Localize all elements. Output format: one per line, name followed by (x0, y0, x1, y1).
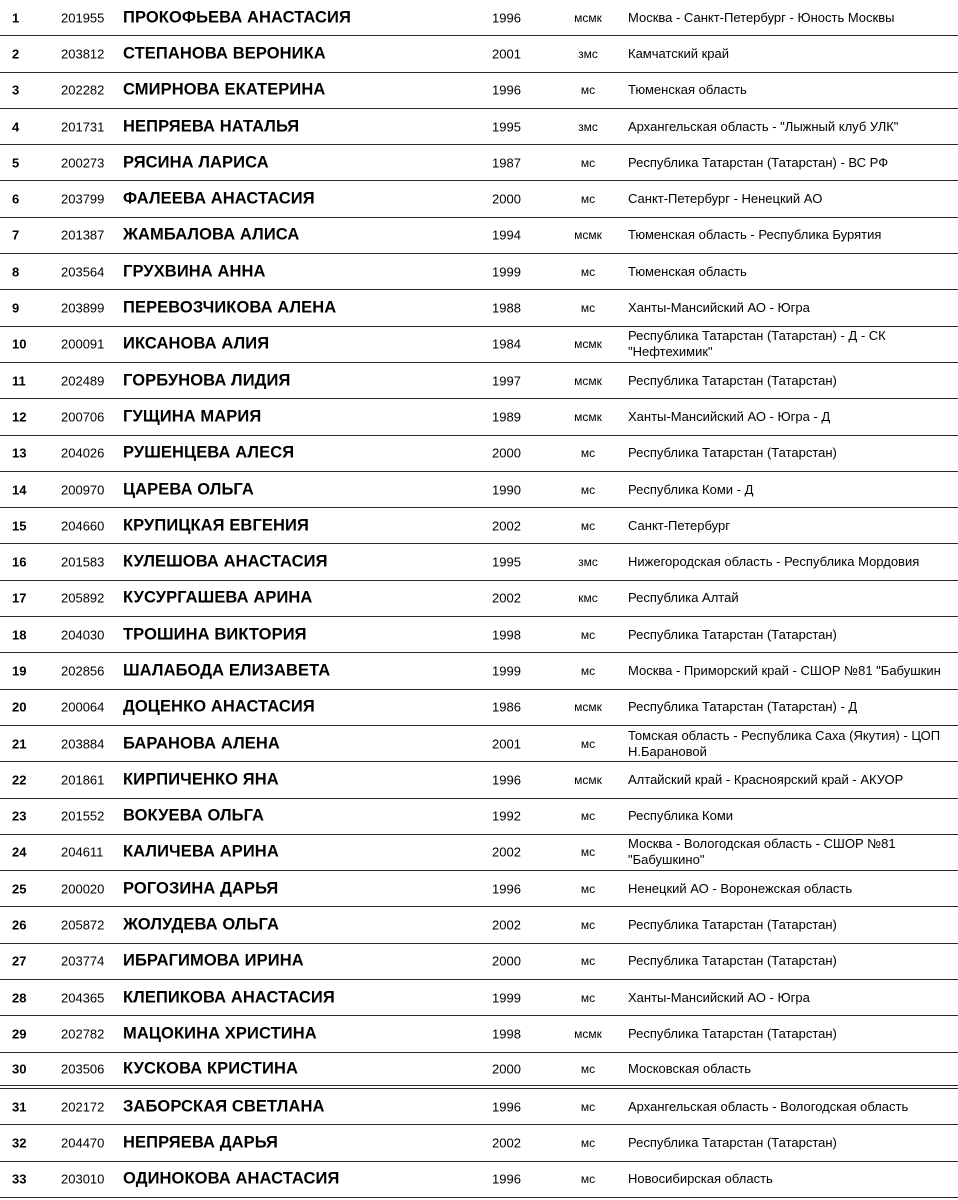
sport-rank: мс (580, 918, 596, 933)
sport-rank: мс (580, 83, 596, 98)
athlete-id: 202489 (61, 373, 105, 389)
region: Республика Татарстан (Татарстан) - ВС РФ (628, 154, 889, 170)
sport-rank: змс (578, 46, 598, 61)
athlete-id: 201861 (61, 772, 105, 788)
athlete-name: РУШЕНЦЕВА АЛЕСЯ (123, 443, 295, 462)
place-number: 33 (12, 1171, 27, 1187)
region: Москва - Приморский край - СШОР №81 "Бабушкин (628, 662, 941, 678)
athlete-name: КРУПИЦКАЯ ЕВГЕНИЯ (123, 516, 309, 535)
sport-rank: мсмк (574, 10, 602, 25)
birth-year: 2002 (492, 1135, 521, 1151)
athlete-id: 204030 (61, 627, 105, 643)
athlete-id: 204660 (61, 518, 105, 534)
region: Алтайский край - Красноярский край - АКУОР (628, 771, 904, 787)
table-row (0, 726, 958, 762)
athlete-name: ШАЛАБОДА ЕЛИЗАВЕТА (123, 661, 331, 680)
table-row (0, 218, 958, 254)
athlete-name: СМИРНОВА ЕКАТЕРИНА (123, 80, 326, 99)
athlete-id: 204365 (61, 990, 105, 1006)
region: Республика Татарстан (Татарстан) - Д - СК "Нефтехимик" (628, 328, 886, 360)
region: Томская область - Республика Саха (Якутия) - ЦОП Н.Барановой (628, 727, 941, 759)
region: Ханты-Мансийский АО - Югра (628, 300, 810, 316)
sport-rank: мсмк (574, 373, 602, 388)
table-row (0, 436, 958, 472)
birth-year: 1984 (492, 336, 521, 352)
sport-rank: кмс (578, 591, 598, 606)
athlete-name: СТЕПАНОВА ВЕРОНИКА (123, 44, 326, 63)
birth-year: 2002 (492, 844, 521, 860)
place-number: 32 (12, 1135, 27, 1151)
place-number: 23 (12, 808, 27, 824)
athlete-name: ГРУХВИНА АННА (123, 262, 266, 281)
region: Москва - Вологодская область - СШОР №81 "Бабушкино" (628, 836, 896, 868)
athlete-name: ФАЛЕЕВА АНАСТАСИЯ (123, 189, 315, 208)
table-row (0, 907, 958, 943)
place-number: 15 (12, 518, 27, 534)
athlete-name: КИРПИЧЕНКО ЯНА (123, 770, 279, 789)
table-row (0, 145, 958, 181)
place-number: 9 (12, 300, 20, 316)
birth-year: 2001 (492, 736, 521, 752)
sport-rank: мсмк (574, 228, 602, 243)
birth-year: 1989 (492, 409, 521, 425)
region: Республика Татарстан (Татарстан) (628, 953, 837, 969)
athlete-name: РОГОЗИНА ДАРЬЯ (123, 879, 279, 898)
sport-rank: змс (578, 555, 598, 570)
place-number: 27 (12, 953, 27, 969)
table-row (0, 254, 958, 290)
birth-year: 1992 (492, 808, 521, 824)
birth-year: 1996 (492, 772, 521, 788)
birth-year: 1994 (492, 227, 521, 243)
sport-rank: мс (580, 627, 596, 642)
sport-rank: мс (580, 1172, 596, 1187)
birth-year: 2000 (492, 953, 521, 969)
table-row (0, 653, 958, 689)
athlete-name: КУСУРГАШЕВА АРИНА (123, 588, 313, 607)
table-row (0, 290, 958, 326)
athlete-name: ИКСАНОВА АЛИЯ (123, 334, 270, 353)
region: Камчатский край (628, 45, 729, 61)
birth-year: 2000 (492, 1061, 521, 1077)
table-row (0, 980, 958, 1016)
place-number: 29 (12, 1026, 27, 1042)
athlete-name: БАРАНОВА АЛЕНА (123, 734, 280, 753)
sport-rank: мс (580, 518, 596, 533)
birth-year: 1996 (492, 10, 521, 26)
athlete-name: ИБРАГИМОВА ИРИНА (123, 951, 304, 970)
region: Санкт-Петербург (628, 517, 730, 533)
table-row (0, 871, 958, 907)
birth-year: 1995 (492, 554, 521, 570)
place-number: 7 (12, 227, 20, 243)
table-row (0, 835, 958, 871)
sport-rank: мс (580, 881, 596, 896)
athlete-name: ПРОКОФЬЕВА АНАСТАСИЯ (123, 8, 351, 27)
athlete-id: 200091 (61, 336, 105, 352)
region: Республика Татарстан (Татарстан) (628, 917, 837, 933)
birth-year: 2002 (492, 518, 521, 534)
place-number: 1 (12, 10, 20, 26)
region: Республика Татарстан (Татарстан) (628, 626, 837, 642)
sport-rank: мс (580, 736, 596, 751)
athlete-id: 205892 (61, 590, 105, 606)
athlete-id: 202782 (61, 1026, 105, 1042)
region: Тюменская область - Республика Бурятия (628, 227, 882, 243)
athlete-id: 203774 (61, 953, 105, 969)
athlete-id: 201955 (61, 10, 105, 26)
region: Новосибирская область (628, 1171, 773, 1187)
place-number: 12 (12, 409, 27, 425)
athlete-id: 203799 (61, 191, 105, 207)
sport-rank: мс (580, 264, 596, 279)
table-row (0, 0, 958, 36)
place-number: 18 (12, 627, 27, 643)
athlete-id: 201552 (61, 808, 105, 824)
athlete-id: 203564 (61, 264, 105, 280)
birth-year: 1996 (492, 881, 521, 897)
region: Республика Татарстан (Татарстан) (628, 1025, 837, 1041)
birth-year: 2001 (492, 46, 521, 62)
table-row (0, 36, 958, 72)
sport-rank: мс (580, 663, 596, 678)
athlete-name: МАЦОКИНА ХРИСТИНА (123, 1024, 317, 1043)
region: Архангельская область - "Лыжный клуб УЛК" (628, 118, 899, 134)
table-row (0, 472, 958, 508)
place-number: 14 (12, 482, 27, 497)
place-number: 8 (12, 264, 20, 280)
birth-year: 1996 (492, 82, 521, 98)
birth-year: 1986 (492, 699, 521, 715)
athlete-id: 203010 (61, 1171, 105, 1187)
table-row (0, 109, 958, 145)
athlete-name: НЕПРЯЕВА НАТАЛЬЯ (123, 117, 300, 136)
athlete-id: 203884 (61, 736, 105, 752)
athlete-id: 204470 (61, 1135, 105, 1151)
athlete-id: 200064 (61, 699, 105, 715)
sport-rank: мс (580, 155, 596, 170)
athlete-id: 202282 (61, 82, 105, 98)
athlete-name: КАЛИЧЕВА АРИНА (123, 842, 279, 861)
place-number: 10 (12, 336, 27, 352)
athlete-name: КЛЕПИКОВА АНАСТАСИЯ (123, 988, 335, 1007)
sport-rank: мс (580, 1061, 596, 1076)
birth-year: 2000 (492, 191, 521, 207)
athlete-id: 203506 (61, 1061, 105, 1077)
table-row (0, 617, 958, 653)
place-number: 28 (12, 990, 27, 1006)
table-row (0, 508, 958, 544)
place-number: 19 (12, 663, 27, 679)
athlete-name: НЕПРЯЕВА ДАРЬЯ (123, 1133, 278, 1152)
table-row (0, 690, 958, 726)
athlete-name: ОДИНОКОВА АНАСТАСИЯ (123, 1169, 340, 1188)
birth-year: 2002 (492, 917, 521, 933)
region: Нижегородская область - Республика Мордовия (628, 554, 920, 570)
sport-rank: мс (580, 845, 596, 860)
table-row (0, 1053, 958, 1089)
sport-rank: змс (578, 119, 598, 134)
birth-year: 1996 (492, 1099, 521, 1115)
place-number: 30 (12, 1061, 27, 1077)
place-number: 2 (12, 46, 20, 62)
birth-year: 1999 (492, 990, 521, 1006)
athlete-name: ЖАМБАЛОВА АЛИСА (123, 225, 300, 244)
birth-year: 1996 (492, 1171, 521, 1187)
athlete-id: 204611 (61, 844, 104, 860)
region: Республика Коми (628, 808, 734, 824)
athlete-id: 201387 (61, 227, 105, 243)
athlete-name: ДОЦЕНКО АНАСТАСИЯ (123, 697, 315, 716)
athlete-name: ГУЩИНА МАРИЯ (123, 407, 262, 426)
athlete-name: ПЕРЕВОЗЧИКОВА АЛЕНА (123, 298, 337, 317)
athlete-id: 201731 (61, 119, 105, 135)
athlete-name: ГОРБУНОВА ЛИДИЯ (123, 371, 291, 390)
region: Республика Татарстан (Татарстан) (628, 445, 837, 461)
table-row (0, 544, 958, 580)
sport-rank: мс (580, 192, 596, 207)
place-number: 31 (12, 1099, 27, 1115)
sport-rank: мс (580, 1099, 596, 1114)
birth-year: 2000 (492, 445, 521, 461)
athlete-id: 200020 (61, 881, 105, 897)
table-row (0, 799, 958, 835)
athlete-id: 205872 (61, 917, 105, 933)
table-row (0, 399, 958, 435)
birth-year: 1997 (492, 373, 521, 389)
athlete-id: 202856 (61, 663, 105, 679)
place-number: 25 (12, 881, 27, 897)
birth-year: 1999 (492, 663, 521, 679)
sport-rank: мс (580, 301, 596, 316)
birth-year: 1988 (492, 300, 521, 316)
region: Республика Алтай (628, 590, 739, 606)
athlete-name: ЖОЛУДЕВА ОЛЬГА (123, 915, 279, 934)
athlete-name: КУСКОВА КРИСТИНА (123, 1059, 298, 1078)
table-row (0, 1016, 958, 1052)
athlete-id: 201583 (61, 554, 105, 570)
region: Ханты-Мансийский АО - Югра (628, 989, 810, 1005)
region: Ханты-Мансийский АО - Югра - Д (628, 408, 831, 424)
sport-rank: мс (580, 990, 596, 1005)
region: Москва - Санкт-Петербург - Юность Москвы (628, 9, 895, 25)
table-row (0, 73, 958, 109)
region: Республика Татарстан (Татарстан) - Д (628, 699, 858, 715)
region: Республика Татарстан (Татарстан) (628, 1134, 837, 1150)
sport-rank: мсмк (574, 700, 602, 715)
region: Тюменская область (628, 82, 747, 98)
table-row (0, 181, 958, 217)
table-row (0, 363, 958, 399)
place-number: 22 (12, 772, 27, 788)
sport-rank: мс (580, 809, 596, 824)
place-number: 21 (12, 736, 27, 752)
birth-year: 1998 (492, 627, 521, 643)
place-number: 11 (12, 373, 26, 389)
table-row (0, 327, 958, 363)
birth-year: 1990 (492, 482, 521, 497)
athlete-name: ЦАРЕВА ОЛЬГА (123, 480, 254, 498)
athlete-name: ТРОШИНА ВИКТОРИЯ (123, 625, 307, 644)
region: Тюменская область (628, 263, 747, 279)
sport-rank: мсмк (574, 772, 602, 787)
birth-year: 1995 (492, 119, 521, 135)
athlete-id: 200706 (61, 409, 105, 425)
place-number: 5 (12, 155, 20, 171)
place-number: 16 (12, 554, 27, 570)
region: Московская область (628, 1060, 752, 1076)
table-row (0, 1125, 958, 1161)
athlete-id: 203899 (61, 300, 105, 316)
sport-rank: мс (580, 1135, 596, 1150)
athlete-name: ЗАБОРСКАЯ СВЕТЛАНА (123, 1097, 325, 1116)
birth-year: 1987 (492, 155, 521, 171)
sport-rank: мс (580, 446, 596, 461)
sport-rank: мсмк (574, 337, 602, 352)
table-row (0, 1162, 958, 1198)
athlete-id: 203812 (61, 46, 105, 62)
athlete-name: КУЛЕШОВА АНАСТАСИЯ (123, 552, 328, 571)
sport-rank: мс (580, 954, 596, 969)
place-number: 3 (12, 82, 20, 98)
table-row (0, 1089, 958, 1125)
sport-rank: мс (580, 482, 596, 497)
place-number: 20 (12, 699, 27, 715)
place-number: 26 (12, 917, 27, 933)
place-number: 24 (12, 844, 27, 860)
region: Республика Татарстан (Татарстан) (628, 372, 837, 388)
region: Ненецкий АО - Воронежская область (628, 880, 853, 896)
table-row (0, 581, 958, 617)
place-number: 6 (12, 191, 20, 207)
birth-year: 1999 (492, 264, 521, 280)
athlete-id: 200970 (61, 482, 105, 497)
athlete-name: ВОКУЕВА ОЛЬГА (123, 806, 265, 825)
athlete-name: РЯСИНА ЛАРИСА (123, 153, 269, 172)
sport-rank: мсмк (574, 409, 602, 424)
place-number: 13 (12, 445, 27, 461)
athlete-id: 200273 (61, 155, 105, 171)
athlete-id: 202172 (61, 1099, 105, 1115)
sport-rank: мсмк (574, 1026, 602, 1041)
birth-year: 2002 (492, 590, 521, 606)
athlete-id: 204026 (61, 445, 105, 461)
region: Санкт-Петербург - Ненецкий АО (628, 191, 823, 207)
birth-year: 1998 (492, 1026, 521, 1042)
region: Архангельская область - Вологодская область (628, 1098, 909, 1114)
region: Республика Коми - Д (628, 481, 754, 497)
table-row (0, 944, 958, 980)
place-number: 4 (12, 119, 20, 135)
place-number: 17 (12, 590, 27, 606)
table-row (0, 762, 958, 798)
